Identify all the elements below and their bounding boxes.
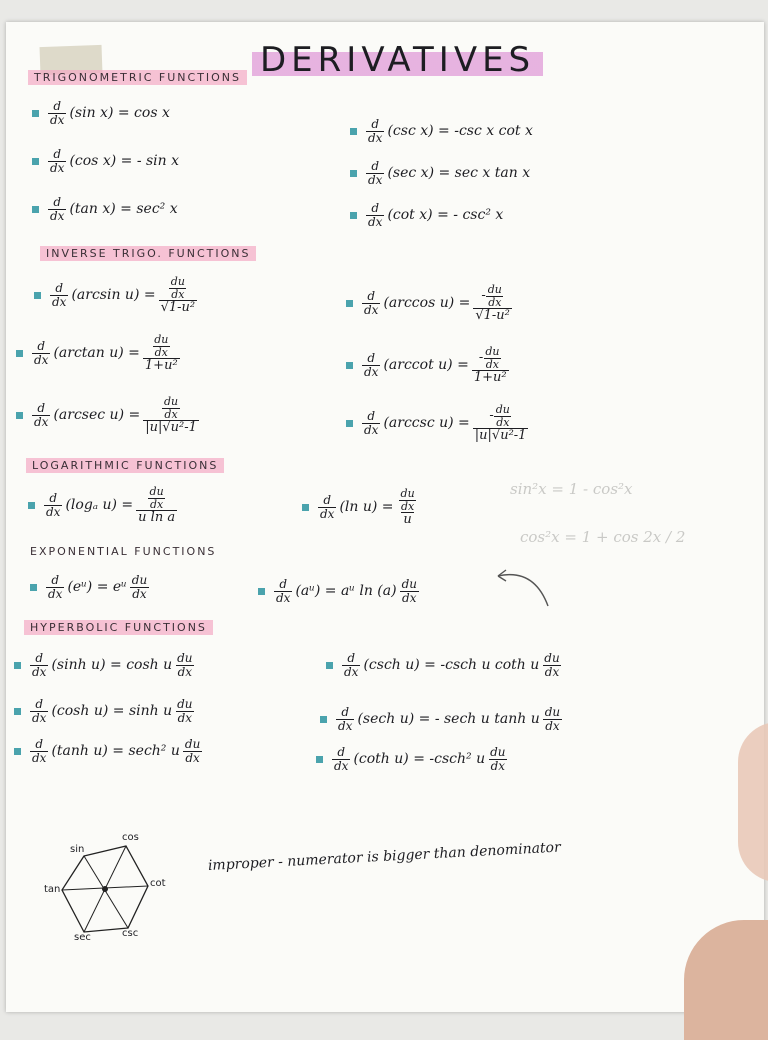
eq-tan: $\frac{d}{dx}$ (tan x) = sec² x — [32, 196, 178, 222]
hex-label-sin: sin — [70, 844, 85, 855]
hex-label-tan: tan — [44, 884, 61, 895]
bullet — [346, 420, 353, 427]
bullet — [14, 662, 21, 669]
bullet — [16, 412, 23, 419]
bullet — [346, 362, 353, 369]
hex-label-sec: sec — [74, 932, 91, 943]
bullet — [30, 584, 37, 591]
bullet — [32, 110, 39, 117]
eq-arctan: $\frac{d}{dx}$ (arctan u) = du dx 1+u² — [16, 334, 183, 373]
faint-identity-2: cos²x = 1 + cos 2x / 2 — [520, 528, 686, 546]
heading-exponential: EXPONENTIAL FUNCTIONS — [30, 545, 217, 558]
hex-label-cot: cot — [150, 878, 166, 889]
heading-logarithmic: LOGARITHMIC FUNCTIONS — [26, 458, 224, 473]
hex-label-csc: csc — [122, 928, 139, 939]
bullet — [302, 504, 309, 511]
eq-sech: $\frac{d}{dx}$ (sech u) = - sech u tanh u $\frac{du}{dx}$ — [320, 706, 565, 732]
bullet — [346, 300, 353, 307]
thumb — [684, 920, 768, 1040]
eq-arcsec: $\frac{d}{dx}$ (arcsec u) = du dx |u|√u²-1 — [16, 396, 202, 435]
bullet — [326, 662, 333, 669]
eq-sec: $\frac{d}{dx}$ (sec x) = sec x tan x — [350, 160, 530, 186]
bullet — [14, 708, 21, 715]
eq-cot: $\frac{d}{dx}$ (cot x) = - csc² x — [350, 202, 503, 228]
eq-exp-a: $\frac{d}{dx}$ (aᵘ) = aᵘ ln (a) $\frac{du}{dx}$ — [258, 578, 422, 604]
improper-note: improper - numerator is bigger than denominator — [207, 839, 562, 874]
trig-hexagon-diagram — [40, 832, 190, 942]
bullet — [16, 350, 23, 357]
eq-arcsin: $\frac{d}{dx}$ (arcsin u) = du dx √1-u² — [34, 276, 200, 315]
bullet — [32, 206, 39, 213]
eq-log-a: $\frac{d}{dx}$ (logₐ u) = du dx u ln a — [28, 486, 180, 525]
bullet — [350, 128, 357, 135]
faint-identity-1: sin²x = 1 - cos²x — [510, 480, 633, 498]
eq-tanh: $\frac{d}{dx}$ (tanh u) = sech² u $\frac{du}{dx}$ — [14, 738, 205, 764]
heading-hyperbolic: HYPERBOLIC FUNCTIONS — [24, 620, 213, 635]
eq-sinh: $\frac{d}{dx}$ (sinh u) = cosh u $\frac{du}{dx}$ — [14, 652, 198, 678]
bullet — [14, 748, 21, 755]
eq-coth: $\frac{d}{dx}$ (coth u) = -csch² u $\frac{du}{dx}$ — [316, 746, 511, 772]
eq-cosh: $\frac{d}{dx}$ (cosh u) = sinh u $\frac{du}{dx}$ — [14, 698, 198, 724]
eq-exp-e: $\frac{d}{dx}$ (eᵘ) = eᵘ $\frac{du}{dx}$ — [30, 574, 152, 600]
bullet — [34, 292, 41, 299]
page-title: DERIVATIVES — [252, 40, 543, 80]
bullet — [258, 588, 265, 595]
bullet — [32, 158, 39, 165]
bullet — [350, 212, 357, 219]
curved-arrow — [494, 566, 554, 612]
eq-csch: $\frac{d}{dx}$ (csch u) = -csch u coth u $\frac{du}{dx}$ — [326, 652, 565, 678]
eq-sin: $\frac{d}{dx}$ (sin x) = cos x — [32, 100, 170, 126]
heading-inverse-trig: INVERSE TRIGO. FUNCTIONS — [40, 246, 256, 261]
heading-trigonometric: TRIGONOMETRIC FUNCTIONS — [28, 70, 247, 85]
finger-shadow — [738, 722, 768, 882]
bullet — [350, 170, 357, 177]
bullet — [320, 716, 327, 723]
eq-csc: $\frac{d}{dx}$ (csc x) = -csc x cot x — [350, 118, 533, 144]
eq-arccsc: $\frac{d}{dx}$ (arccsc u) = - du dx |u|√u²-1 — [346, 404, 531, 443]
bullet — [316, 756, 323, 763]
eq-arccos: $\frac{d}{dx}$ (arccos u) = - du dx √1-u² — [346, 284, 515, 323]
eq-cos: $\frac{d}{dx}$ (cos x) = - sin x — [32, 148, 179, 174]
eq-arccot: $\frac{d}{dx}$ (arccot u) = - du dx 1+u² — [346, 346, 512, 385]
hexagon-icon — [40, 832, 190, 942]
eq-ln: $\frac{d}{dx}$ (ln u) = du dx u — [302, 488, 422, 527]
hex-label-cos: cos — [122, 832, 139, 843]
bullet — [28, 502, 35, 509]
